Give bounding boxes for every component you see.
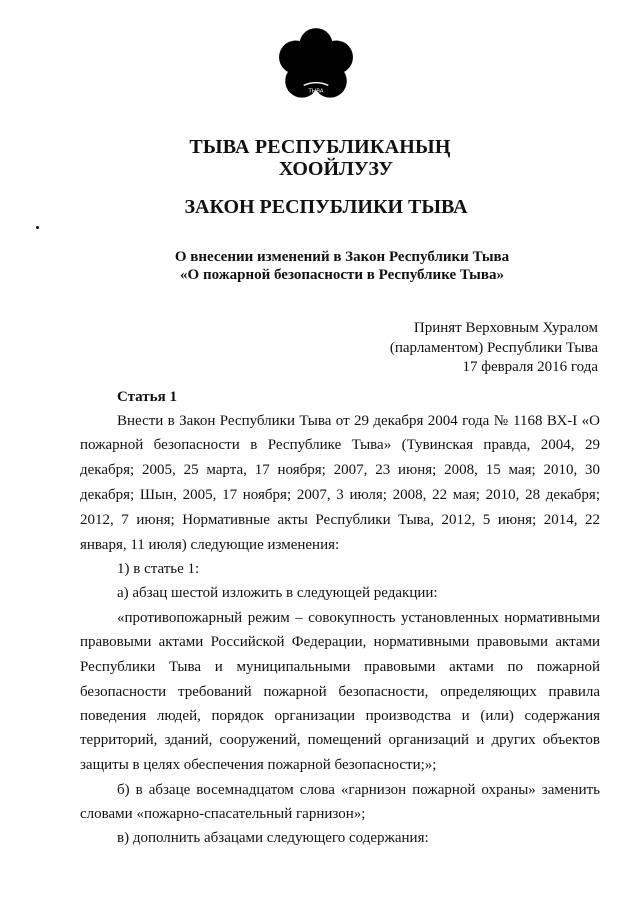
article-line: 1) в статье 1:: [117, 561, 200, 577]
title-tuvan-line1: ТЫВА РЕСПУБЛИКАНЫҢ: [189, 136, 451, 158]
adoption-line2: (парламентом) Республики Тыва: [389, 340, 598, 356]
subtitle-line1: О внесении изменений в Закон Республики Тыва: [174, 249, 510, 265]
article-line: безопасности требований пожарной безопасности, определяющих правила: [80, 684, 600, 700]
article-line: территорий, зданий, сооружений, помещений организаций и других объектов: [80, 732, 600, 748]
emblem-text: ТЫВА: [308, 88, 324, 95]
title-russian: ЗАКОН РЕСПУБЛИКИ ТЫВА: [184, 196, 468, 218]
article-line: 2012, 7 июня; Нормативные акты Республики Тыва, 2012, 5 июня; 2014, 22: [80, 512, 600, 528]
article-line: правовыми актами Российской Федерации, нормативными правовыми актами: [80, 634, 600, 650]
subtitle-line2: «О пожарной безопасности в Республике Тыва»: [180, 267, 504, 283]
article-title: Статья 1: [117, 389, 177, 405]
article-line: Внести в Закон Республики Тыва от 29 декабря 2004 года № 1168 ВХ-I «О: [117, 413, 600, 429]
adoption-date: 17 февраля 2016 года: [462, 359, 598, 375]
article-line: «противопожарный режим – совокупность установленных нормативными: [117, 610, 600, 626]
article-line: пожарной безопасности в Республике Тыва» (Тувинская правда, 2004, 29: [80, 437, 600, 453]
title-tuvan-line2: ХООЙЛУЗУ: [278, 158, 394, 180]
adoption-line1: Принят Верховным Хуралом: [413, 320, 598, 336]
article-line: декабря; 2005, 25 марта, 17 ноября; 2007, 23 июня; 2008, 15 мая; 2010, 30: [80, 462, 600, 478]
article-line: января, 11 июля) следующие изменения:: [80, 537, 340, 553]
article-line: б) в абзаце восемнадцатом слова «гарнизон пожарной охраны» заменить: [117, 782, 600, 798]
article-line: а) абзац шестой изложить в следующей редакции:: [117, 585, 438, 601]
article-line: поведения людей, порядок организации производства и (или) содержания: [80, 708, 600, 724]
article-line: в) дополнить абзацами следующего содержания:: [117, 830, 429, 846]
article-line: декабря; Шын, 2005, 17 ноября; 2007, 3 июля; 2008, 22 мая; 2010, 28 декабря;: [80, 487, 600, 503]
margin-dot: [36, 226, 39, 229]
article-line: Республики Тыва и муниципальными правовыми актами по пожарной: [80, 659, 600, 675]
article-line: защиты в целях обеспечения пожарной безопасности;»;: [80, 757, 437, 773]
tuva-republic-emblem-icon: [272, 22, 360, 110]
article-line: словами «пожарно-спасательный гарнизон»;: [80, 806, 366, 822]
